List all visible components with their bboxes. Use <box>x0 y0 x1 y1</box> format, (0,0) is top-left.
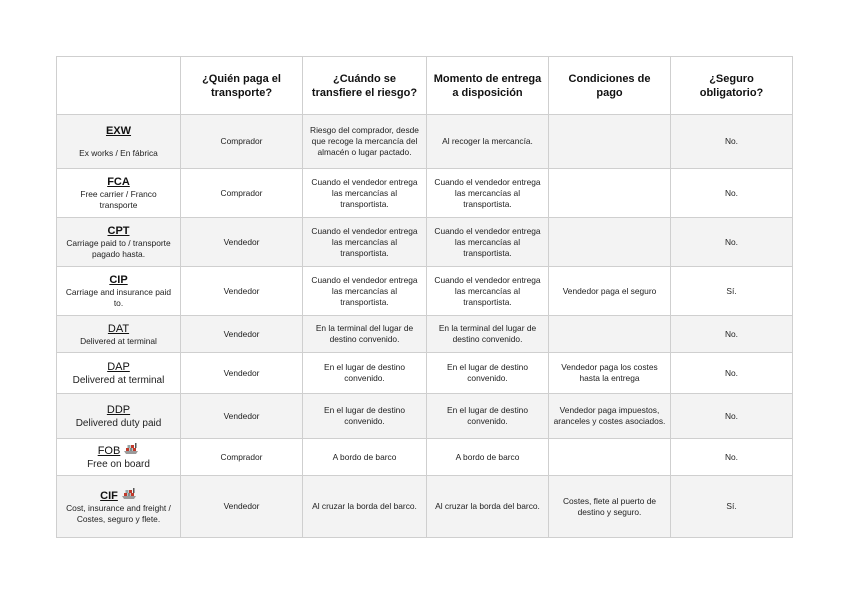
table-row-cif <box>57 476 793 538</box>
payment-cell: Vendedor paga los costes hasta la entrega <box>549 353 671 394</box>
term-cell <box>57 169 181 218</box>
term-cell <box>57 394 181 439</box>
term-code: DDP <box>106 403 131 416</box>
term-name: Free carrier / Franco transporte <box>80 189 157 210</box>
when-risk-cell: Cuando el vendedor entrega las mercancías al transportista. <box>303 267 427 316</box>
delivery-cell: Al recoger la mercancía. <box>427 115 549 169</box>
term-cell <box>57 476 181 538</box>
when-risk-cell: A bordo de barco <box>303 439 427 476</box>
term-code: DAP <box>107 360 130 373</box>
when-risk-cell: Riesgo del comprador, desde que recoge la mercancía del almacén o lugar pactado. <box>303 115 427 169</box>
when-risk-cell: En el lugar de destino convenido. <box>303 353 427 394</box>
table-row-ddp <box>57 394 793 439</box>
header-insurance: ¿Seguro obligatorio? <box>671 57 793 115</box>
who-pays-cell: Vendedor <box>181 267 303 316</box>
payment-cell <box>549 316 671 353</box>
term-name: Delivered at terminal <box>80 335 157 346</box>
who-pays-cell: Vendedor <box>181 476 303 538</box>
header-payment: Condiciones de pago <box>549 57 671 115</box>
payment-cell: Vendedor paga impuestos, aranceles y costes asociados. <box>549 394 671 439</box>
who-pays-cell: Comprador <box>181 115 303 169</box>
term-cell <box>57 267 181 316</box>
term-cell <box>57 353 181 394</box>
payment-cell <box>549 115 671 169</box>
insurance-cell: No. <box>671 439 793 476</box>
cargo-ship-icon <box>121 488 137 500</box>
insurance-cell: No. <box>671 115 793 169</box>
insurance-cell: No. <box>671 394 793 439</box>
header-term <box>57 57 181 115</box>
who-pays-cell: Comprador <box>181 169 303 218</box>
table-row-cpt <box>57 218 793 267</box>
term-cell <box>57 115 181 169</box>
delivery-cell: Al cruzar la borda del barco. <box>427 476 549 538</box>
delivery-cell: A bordo de barco <box>427 439 549 476</box>
header-row <box>57 57 793 115</box>
term-code: CPT <box>107 225 130 237</box>
who-pays-cell: Vendedor <box>181 316 303 353</box>
term-name: Cost, insurance and freight / Costes, seguro y flete. <box>66 503 171 524</box>
delivery-cell: Cuando el vendedor entrega las mercancías al transportista. <box>427 169 549 218</box>
term-name: Carriage and insurance paid to. <box>65 287 172 308</box>
who-pays-cell: Vendedor <box>181 218 303 267</box>
payment-cell <box>549 439 671 476</box>
term-name: Delivered duty paid <box>75 417 162 429</box>
term-name: Ex works / En fábrica <box>79 148 158 158</box>
when-risk-cell: Cuando el vendedor entrega las mercancías al transportista. <box>303 169 427 218</box>
insurance-cell: No. <box>671 316 793 353</box>
table-row-dap <box>57 353 793 394</box>
term-code: DAT <box>107 322 130 335</box>
term-code-wrap <box>61 488 176 503</box>
term-name: Free on board <box>87 459 150 470</box>
table-row-exw <box>57 115 793 169</box>
when-risk-cell: Cuando el vendedor entrega las mercancías al transportista. <box>303 218 427 267</box>
when-risk-cell: En el lugar de destino convenido. <box>303 394 427 439</box>
delivery-cell: En el lugar de destino convenido. <box>427 353 549 394</box>
term-code: FOB <box>97 445 121 457</box>
term-name: Carriage paid to / transporte pagado hasta. <box>66 238 171 259</box>
term-cell <box>57 439 181 476</box>
term-code: EXW <box>105 125 132 137</box>
insurance-cell: Sí. <box>671 476 793 538</box>
delivery-cell: En el lugar de destino convenido. <box>427 394 549 439</box>
term-code: CIP <box>109 274 128 286</box>
who-pays-cell: Vendedor <box>181 353 303 394</box>
when-risk-cell: Al cruzar la borda del barco. <box>303 476 427 538</box>
payment-cell: Vendedor paga el seguro <box>549 267 671 316</box>
delivery-cell: Cuando el vendedor entrega las mercancías al transportista. <box>427 218 549 267</box>
table-row-dat <box>57 316 793 353</box>
delivery-cell: Cuando el vendedor entrega las mercancías al transportista. <box>427 267 549 316</box>
payment-cell <box>549 218 671 267</box>
table-row-fob <box>57 439 793 476</box>
table-row-fca <box>57 169 793 218</box>
when-risk-cell: En la terminal del lugar de destino convenido. <box>303 316 427 353</box>
header-delivery: Momento de entrega a disposición <box>427 57 549 115</box>
insurance-cell: No. <box>671 218 793 267</box>
payment-cell <box>549 169 671 218</box>
incoterms-table <box>56 56 793 538</box>
header-who-pays: ¿Quién paga el transporte? <box>181 57 303 115</box>
term-cell <box>57 316 181 353</box>
header-when-risk: ¿Cuándo se transfiere el riesgo? <box>303 57 427 115</box>
delivery-cell: En la terminal del lugar de destino convenido. <box>427 316 549 353</box>
payment-cell: Costes, flete al puerto de destino y seguro. <box>549 476 671 538</box>
term-code-wrap <box>61 443 176 458</box>
term-code: FCA <box>107 176 130 188</box>
table-row-cip <box>57 267 793 316</box>
term-code: CIF <box>100 490 118 502</box>
term-name: Delivered at terminal <box>72 374 165 386</box>
who-pays-cell: Vendedor <box>181 394 303 439</box>
insurance-cell: No. <box>671 353 793 394</box>
insurance-cell: Sí. <box>671 267 793 316</box>
who-pays-cell: Comprador <box>181 439 303 476</box>
insurance-cell: No. <box>671 169 793 218</box>
term-cell <box>57 218 181 267</box>
cargo-ship-icon <box>123 443 139 455</box>
